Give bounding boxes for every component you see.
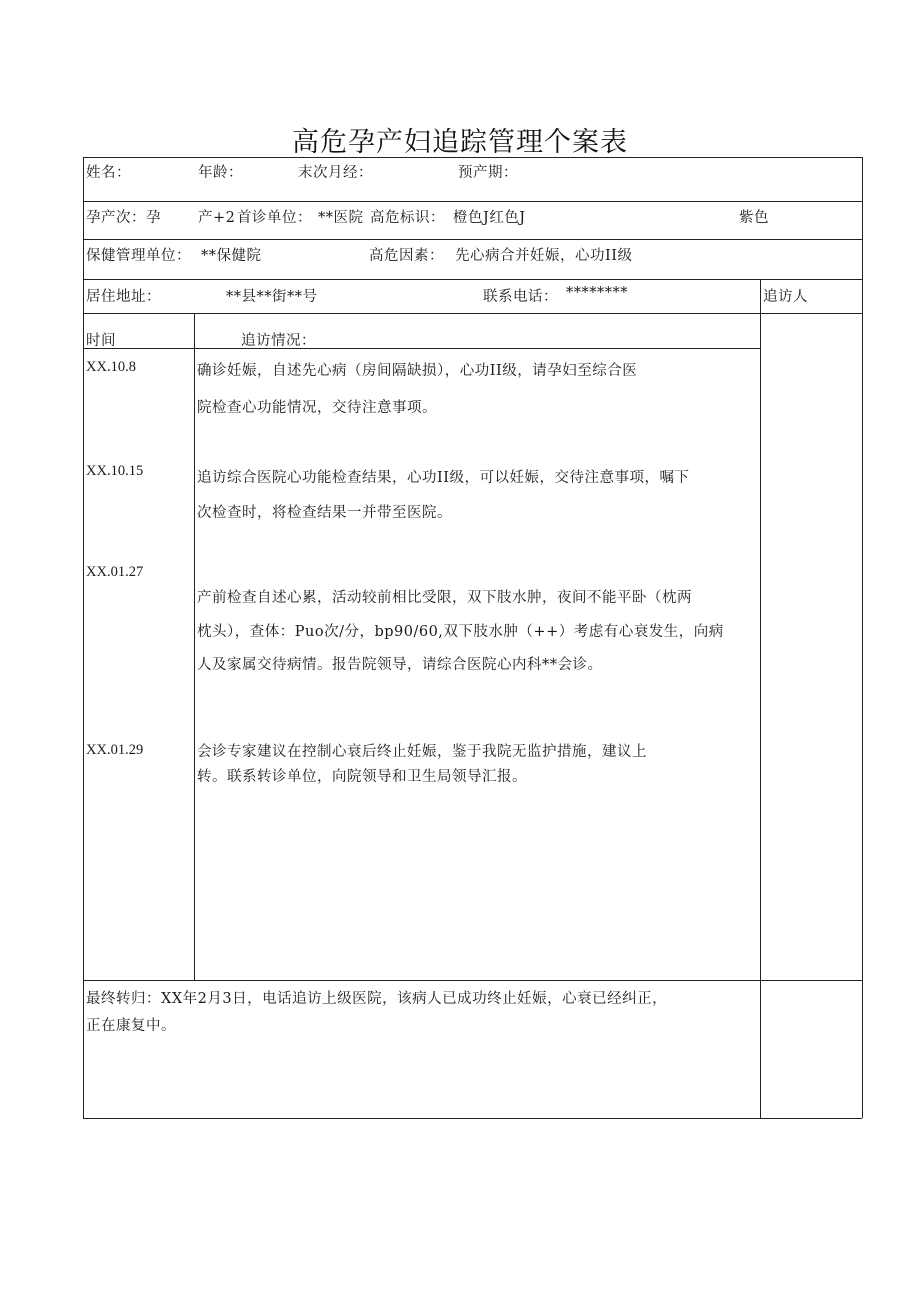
risk-flag-label: 高危标识： bbox=[370, 210, 445, 226]
risk-flag-purple: 紫色 bbox=[739, 210, 769, 226]
row-divider bbox=[83, 313, 862, 314]
table-border-bottom bbox=[83, 1118, 862, 1119]
risk-flag-value: 橙色J红色J bbox=[453, 210, 526, 226]
record-line: 追访综合医院心功能检查结果，心功II级，可以妊娠，交待注意事项，嘱下 bbox=[197, 470, 690, 486]
record-line: 确诊妊娠，自述先心病（房间隔缺损），心功II级，请孕妇至综合医 bbox=[197, 363, 638, 379]
record-line: 次检查时，将检查结果一并带至医院。 bbox=[197, 505, 452, 521]
table-border-left bbox=[83, 157, 84, 1118]
time-column-divider bbox=[194, 313, 195, 980]
first-visit-unit-label: 首诊单位： bbox=[237, 210, 312, 226]
edd-label: 预产期： bbox=[458, 165, 518, 181]
phone-label: 联系电话： bbox=[483, 289, 558, 305]
record-date: XX.01.29 bbox=[86, 742, 144, 758]
status-column-header: 追访情况： bbox=[241, 333, 316, 349]
phone-value: ******** bbox=[566, 285, 628, 301]
gravida-para-label: 孕产次：孕 bbox=[86, 210, 161, 226]
risk-factor-value: 先心病合并妊娠，心功II级 bbox=[455, 248, 633, 264]
record-date: XX.01.27 bbox=[86, 564, 144, 580]
address-value: **县**街**号 bbox=[226, 289, 318, 305]
row-divider bbox=[83, 239, 862, 240]
table-border-top bbox=[83, 157, 862, 158]
final-outcome-line: 正在康复中。 bbox=[86, 1018, 176, 1034]
record-line: 会诊专家建议在控制心衰后终止妊娠，鉴于我院无监护措施，建议上 bbox=[197, 744, 647, 760]
record-date: XX.10.15 bbox=[86, 463, 144, 479]
record-line: 产前检查自述心累，活动较前相比受限，双下肢水肿，夜间不能平卧（枕两 bbox=[197, 590, 692, 606]
records-bottom-divider bbox=[83, 980, 862, 981]
gravida-para-value: 产+2 bbox=[198, 210, 236, 226]
address-label: 居住地址： bbox=[86, 289, 161, 305]
lmp-label: 末次月经： bbox=[298, 165, 373, 181]
row-divider bbox=[83, 201, 862, 202]
record-line: 转。联系转诊单位，向院领导和卫生局领导汇报。 bbox=[197, 769, 527, 785]
age-label: 年龄： bbox=[198, 165, 243, 181]
records-header-divider bbox=[83, 348, 760, 349]
follower-label: 追访人 bbox=[763, 289, 808, 305]
time-column-header: 时间 bbox=[86, 333, 116, 349]
final-outcome-line: 最终转归：XX年2月3日，电话追访上级医院，该病人已成功终止妊娠，心衰已经纠正， bbox=[86, 991, 668, 1007]
record-date: XX.10.8 bbox=[86, 359, 136, 375]
management-unit-label: 保健管理单位： bbox=[86, 248, 191, 264]
risk-factor-label: 高危因素： bbox=[369, 248, 444, 264]
record-line: 人及家属交待病情。报告院领导，请综合医院心内科**会诊。 bbox=[197, 657, 603, 673]
record-line: 院检查心功能情况，交待注意事项。 bbox=[197, 400, 437, 416]
first-visit-unit-value: **医院 bbox=[318, 210, 364, 226]
table-border-right bbox=[862, 157, 863, 1118]
row-divider bbox=[83, 279, 862, 280]
page-title: 高危孕产妇追踪管理个案表 bbox=[292, 127, 628, 158]
record-line: 枕头），查体：Puo次/分，bp90/60,双下肢水肿（++）考虑有心衰发生，向病 bbox=[197, 624, 724, 640]
management-unit-value: **保健院 bbox=[201, 248, 262, 264]
name-label: 姓名： bbox=[86, 165, 131, 181]
follower-column-divider bbox=[760, 279, 761, 1118]
